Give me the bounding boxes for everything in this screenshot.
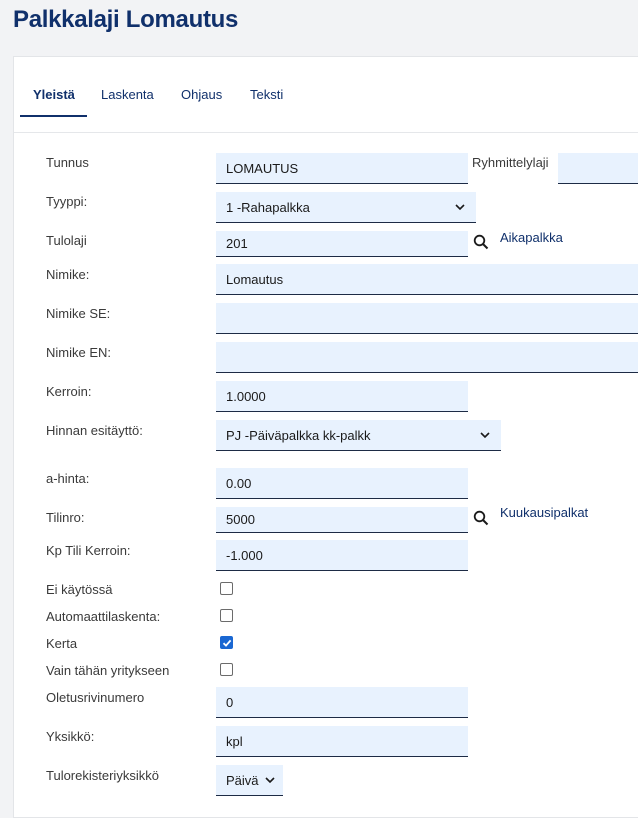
chevron-down-icon	[479, 429, 491, 441]
oletusrivinumero-input[interactable]	[216, 687, 468, 718]
ryhmittelylaji-label: Ryhmittelylaji	[472, 155, 549, 170]
tulorekisteriyksikko-label: Tulorekisteriyksikkö	[46, 768, 159, 783]
kerta-label: Kerta	[46, 636, 78, 651]
tyyppi-select-value: 1 -Rahapalkka	[226, 199, 310, 215]
search-icon[interactable]	[473, 234, 489, 250]
nimike-input[interactable]	[216, 264, 638, 295]
nimike-se-label: Nimike SE:	[46, 306, 111, 321]
tunnus-input[interactable]	[216, 153, 468, 184]
tulorekisteriyksikko-value: Päivä	[226, 772, 259, 788]
active-tab-indicator	[20, 115, 87, 117]
tabs-divider	[14, 132, 638, 133]
nimike-label: Nimike:	[46, 267, 90, 282]
kerroin-input[interactable]	[216, 381, 468, 412]
hinnan-esitaytto-value: PJ -Päiväpalkka kk-palkk	[226, 427, 371, 443]
hinnan-esitaytto-select[interactable]	[216, 420, 501, 451]
nimike-en-label: Nimike EN:	[46, 345, 112, 360]
tilinro-input[interactable]	[216, 507, 468, 533]
tab-teksti[interactable]: Teksti	[250, 87, 284, 102]
tab-yleista[interactable]: Yleistä	[33, 87, 75, 102]
tunnus-label: Tunnus	[46, 155, 89, 170]
nimike-en-input[interactable]	[216, 342, 638, 373]
search-icon[interactable]	[473, 510, 489, 526]
tilinro-link[interactable]: Kuukausipalkat	[500, 505, 589, 520]
a-hinta-label: a-hinta:	[46, 471, 90, 486]
tulorekisteriyksikko-select[interactable]	[216, 765, 283, 796]
ryhmittelylaji-input[interactable]	[558, 153, 638, 184]
check-icon	[222, 638, 232, 648]
tulolaji-link[interactable]: Aikapalkka	[500, 230, 563, 245]
yksikko-input[interactable]	[216, 726, 468, 757]
tab-ohjaus[interactable]: Ohjaus	[181, 87, 223, 102]
yksikko-label: Yksikkö:	[46, 729, 95, 744]
a-hinta-input[interactable]	[216, 468, 468, 499]
hinnan-esitaytto-label: Hinnan esitäyttö:	[46, 423, 143, 438]
ei-kaytossa-checkbox[interactable]	[220, 582, 233, 595]
tilinro-label: Tilinro:	[46, 510, 85, 525]
vain-tahan-yritykseen-checkbox[interactable]	[220, 663, 233, 676]
kerroin-label: Kerroin:	[46, 384, 92, 399]
tyyppi-label: Tyyppi:	[46, 194, 88, 209]
page-title: Palkkalaji Lomautus	[13, 6, 239, 33]
kerta-checkbox[interactable]	[220, 636, 233, 649]
tab-laskenta[interactable]: Laskenta	[101, 87, 154, 102]
chevron-down-icon	[454, 201, 466, 213]
tulolaji-input[interactable]	[216, 231, 468, 257]
kp-tili-kerroin-label: Kp Tili Kerroin:	[46, 543, 131, 558]
automaattilaskenta-label: Automaattilaskenta:	[46, 609, 161, 624]
kp-tili-kerroin-input[interactable]	[216, 540, 468, 571]
vain-tahan-yritykseen-label: Vain tähän yritykseen	[46, 663, 170, 678]
chevron-down-icon	[264, 774, 276, 786]
tulolaji-label: Tulolaji	[46, 233, 87, 248]
tyyppi-select[interactable]	[216, 192, 476, 223]
oletusrivinumero-label: Oletusrivinumero	[46, 690, 145, 705]
automaattilaskenta-checkbox[interactable]	[220, 609, 233, 622]
nimike-se-input[interactable]	[216, 303, 638, 334]
ei-kaytossa-label: Ei käytössä	[46, 582, 113, 597]
